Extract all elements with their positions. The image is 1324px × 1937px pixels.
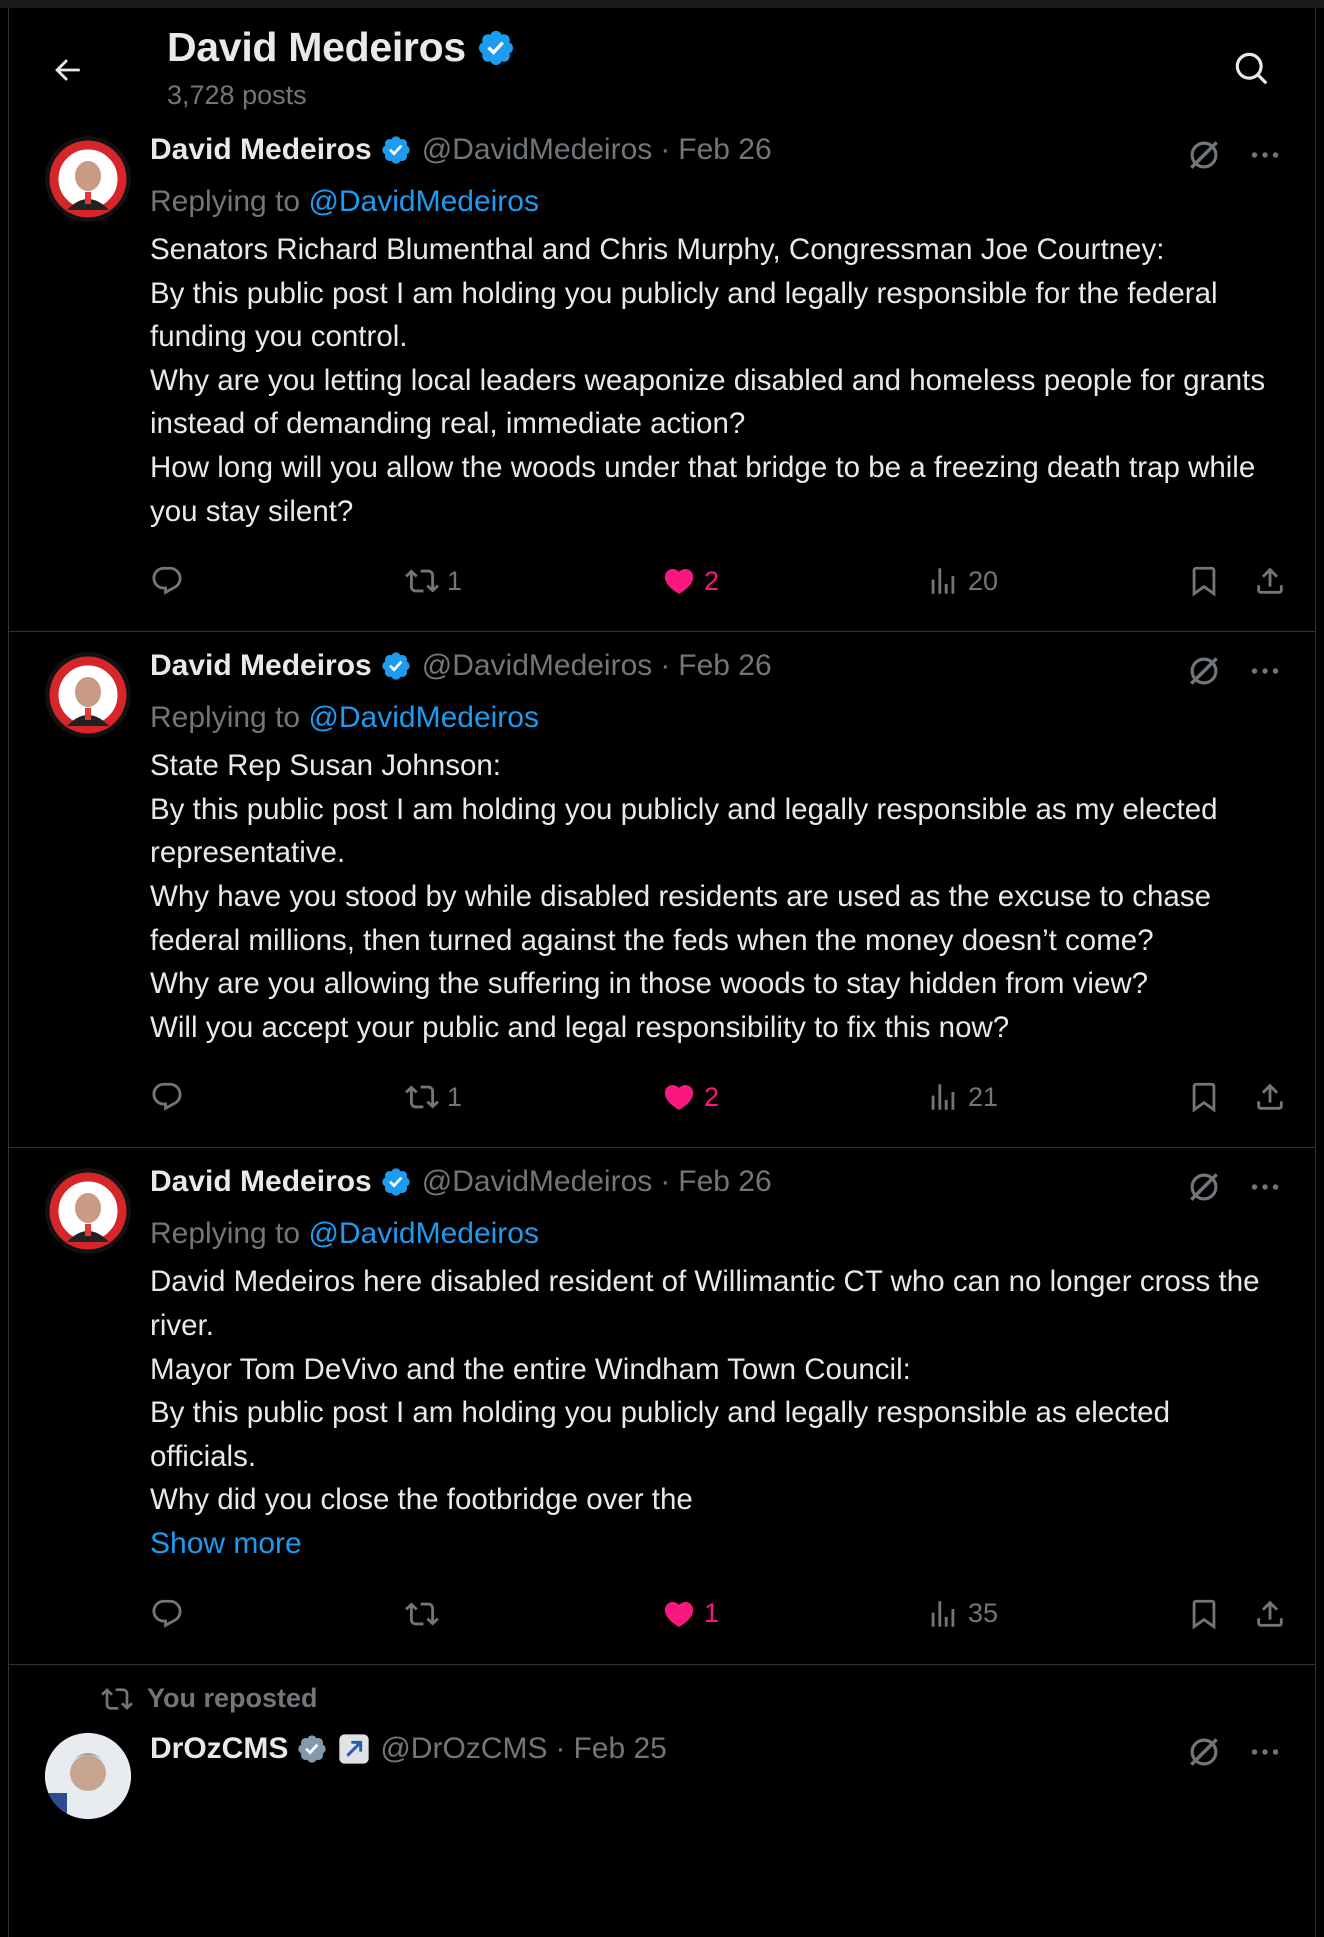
tweet[interactable]	[9, 632, 1315, 1148]
reply-icon	[150, 1597, 184, 1631]
show-more-link[interactable]: Show more	[150, 1526, 302, 1560]
tweet-line: Why did you close the footbridge over the	[150, 1483, 693, 1517]
replying-to-mention[interactable]: @DavidMedeiros	[308, 1217, 539, 1251]
more-options-icon[interactable]	[1247, 137, 1283, 173]
heart-filled-icon	[662, 564, 696, 598]
avatar-image	[45, 652, 131, 738]
repost-button[interactable]	[405, 1584, 447, 1644]
meta-separator: ·	[660, 649, 671, 683]
author-name[interactable]: David Medeiros	[150, 133, 372, 166]
view-count: 35	[968, 1598, 999, 1629]
bookmark-button[interactable]	[1187, 551, 1221, 611]
tweet-content	[150, 1148, 1283, 1644]
post-date[interactable]: Feb 25	[573, 1731, 667, 1765]
arrow-left-icon	[50, 53, 84, 87]
reply-icon	[150, 564, 184, 598]
views-button[interactable]	[926, 1067, 998, 1127]
tweet-text	[150, 1260, 1283, 1522]
replying-to-mention[interactable]: @DavidMedeiros	[308, 185, 539, 218]
replying-to: Replying to @DavidMedeiros	[150, 185, 539, 218]
profile-header	[9, 8, 1315, 116]
author-handle[interactable]: @DavidMedeiros	[421, 649, 653, 683]
tweet-line: Senators Richard Blumenthal and Chris Murphy, Congressman Joe Courtney:	[150, 233, 1165, 266]
avatar[interactable]	[45, 652, 131, 738]
repost-icon	[101, 1683, 133, 1715]
window-top-edge	[0, 0, 1324, 8]
tweet-line: State Rep Susan Johnson:	[150, 749, 501, 783]
share-button[interactable]	[1253, 551, 1287, 611]
meta-separator: ·	[555, 1731, 566, 1765]
more-options-icon[interactable]	[1247, 1169, 1283, 1205]
bookmark-button[interactable]	[1187, 1067, 1221, 1127]
replying-to: Replying to @DavidMedeiros	[150, 701, 539, 735]
repost-label: You reposted	[147, 1683, 318, 1714]
heart-filled-icon	[662, 1080, 696, 1114]
bookmark-icon	[1187, 1080, 1221, 1114]
grok-icon[interactable]	[1185, 1168, 1223, 1206]
tweet-top-actions	[1185, 136, 1283, 174]
like-count: 2	[704, 1081, 720, 1112]
share-icon	[1253, 564, 1287, 598]
grok-icon[interactable]	[1185, 136, 1223, 174]
tweet-line: By this public post I am holding you publicly and legally responsible for the federal funding you control.	[150, 276, 1218, 354]
avatar[interactable]	[45, 1168, 131, 1254]
tweet-line: By this public post I am holding you publicly and legally responsible as my elected representative.	[150, 792, 1218, 870]
tweet-text	[150, 228, 1283, 533]
tweet-meta	[150, 130, 1283, 170]
views-icon	[926, 1597, 960, 1631]
tweet-content	[150, 1665, 1283, 1769]
heart-filled-icon	[662, 1597, 696, 1631]
like-button[interactable]	[662, 551, 719, 611]
views-icon	[926, 1080, 960, 1114]
share-button[interactable]	[1253, 1067, 1287, 1127]
more-options-icon[interactable]	[1247, 1734, 1283, 1770]
post-date[interactable]: Feb 26	[678, 133, 772, 166]
tweet-content	[150, 632, 1283, 1127]
like-count: 1	[704, 1598, 720, 1629]
tweet-line: Why are you letting local leaders weaponize disabled and homeless people for grants instead of demanding real, immediate action?	[150, 363, 1266, 441]
profile-name: David Medeiros	[167, 24, 466, 70]
tweet-meta	[150, 1729, 1283, 1769]
meta-separator: ·	[660, 133, 671, 166]
repost-button[interactable]	[405, 551, 462, 611]
tweet[interactable]	[9, 1665, 1315, 1805]
tweet-actions	[150, 551, 1283, 611]
meta-separator: ·	[660, 1165, 671, 1199]
avatar-image	[45, 1168, 131, 1254]
view-count: 20	[968, 565, 999, 596]
avatar[interactable]	[45, 136, 131, 222]
grok-icon[interactable]	[1185, 1733, 1223, 1771]
reply-button[interactable]	[150, 1584, 184, 1644]
post-date[interactable]: Feb 26	[678, 649, 772, 683]
author-name[interactable]: David Medeiros	[150, 1165, 372, 1199]
repost-count: 1	[447, 1081, 463, 1112]
views-icon	[926, 564, 960, 598]
tweet-line: How long will you allow the woods under that bridge to be a freezing death trap while you stay silent?	[150, 450, 1256, 528]
verified-badge-icon[interactable]	[380, 650, 412, 682]
bookmark-icon	[1187, 1597, 1221, 1631]
bookmark-icon	[1187, 564, 1221, 598]
share-button[interactable]	[1253, 1584, 1287, 1644]
tweet-top-actions	[1185, 1733, 1283, 1771]
bookmark-button[interactable]	[1187, 1584, 1221, 1644]
avatar-image	[45, 136, 131, 222]
tweet[interactable]	[9, 1148, 1315, 1665]
gray-verified-badge-icon[interactable]	[296, 1733, 328, 1765]
tweet-top-actions	[1185, 1168, 1283, 1206]
replying-to: Replying to @DavidMedeiros	[150, 1217, 539, 1251]
tweet-text	[150, 744, 1283, 1049]
tweet-line: Will you accept your public and legal responsibility to fix this now?	[150, 1010, 1010, 1044]
repost-icon	[405, 1597, 439, 1631]
tweet-line: Mayor Tom DeVivo and the entire Windham Town Council:	[150, 1352, 911, 1386]
back-button[interactable]	[41, 44, 93, 96]
repost-button[interactable]	[405, 1067, 462, 1127]
avatar[interactable]	[45, 1733, 131, 1819]
view-count: 21	[968, 1081, 999, 1112]
grok-icon[interactable]	[1185, 652, 1223, 690]
author-name[interactable]: David Medeiros	[150, 649, 372, 683]
tweet-actions	[150, 1584, 1283, 1644]
author-handle[interactable]: @DrOzCMS	[380, 1731, 548, 1765]
search-icon	[1233, 50, 1271, 88]
replying-to-mention[interactable]: @DavidMedeiros	[308, 701, 539, 735]
post-count: 3,728 posts	[167, 80, 307, 110]
share-icon	[1253, 1080, 1287, 1114]
tweet[interactable]	[9, 116, 1315, 632]
verified-badge-icon[interactable]	[380, 134, 412, 166]
like-button[interactable]	[662, 1584, 719, 1644]
like-count: 2	[704, 565, 720, 596]
tweet-content	[150, 116, 1283, 611]
repost-count: 1	[447, 565, 463, 596]
tweet-meta	[150, 646, 1283, 686]
tweet-line: Why are you allowing the suffering in those woods to stay hidden from view?	[150, 967, 1149, 1001]
reply-button[interactable]	[150, 551, 184, 611]
tweet-meta	[150, 1162, 1283, 1202]
header-title	[167, 24, 516, 71]
tweet-top-actions	[1185, 652, 1283, 690]
tweet-line: David Medeiros here disabled resident of Willimantic CT who can no longer cross the river.	[150, 1265, 1260, 1342]
tweet-line: By this public post I am holding you publicly and legally responsible as elected officials.	[150, 1396, 1170, 1473]
repost-icon	[405, 1080, 439, 1114]
views-button[interactable]	[926, 551, 998, 611]
views-button[interactable]	[926, 1584, 998, 1644]
repost-context	[101, 1683, 318, 1715]
post-date[interactable]: Feb 26	[678, 1165, 772, 1199]
author-handle[interactable]: @DavidMedeiros	[421, 1165, 653, 1199]
author-handle[interactable]: @DavidMedeiros	[421, 133, 653, 166]
timeline-column	[8, 8, 1316, 1937]
avatar-image	[45, 1733, 131, 1819]
reply-button[interactable]	[150, 1067, 184, 1127]
more-options-icon[interactable]	[1247, 653, 1283, 689]
verified-badge-icon	[476, 28, 516, 68]
affiliate-badge-icon[interactable]	[338, 1733, 370, 1765]
search-button[interactable]	[1225, 42, 1279, 96]
author-name[interactable]: DrOzCMS	[150, 1731, 289, 1765]
tweet-actions	[150, 1067, 1283, 1127]
like-button[interactable]	[662, 1067, 719, 1127]
tweet-line: Why have you stood by while disabled residents are used as the excuse to chase federal millions, then turned against the feds when the money doesn’t come?	[150, 879, 1211, 957]
share-icon	[1253, 1597, 1287, 1631]
repost-icon	[405, 564, 439, 598]
reply-icon	[150, 1080, 184, 1114]
verified-badge-icon[interactable]	[380, 1166, 412, 1198]
